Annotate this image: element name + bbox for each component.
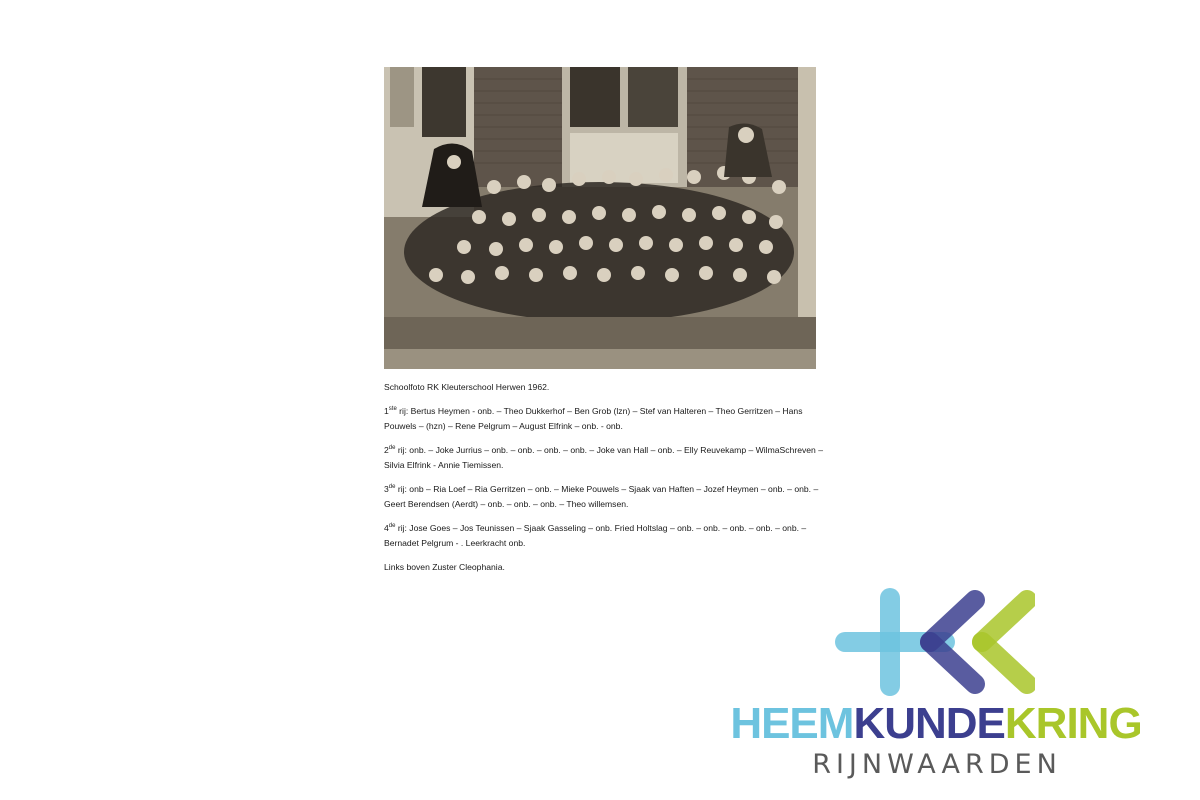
logo-wordmark: HEEMKUNDEKRING <box>730 699 1142 748</box>
caption-title: Schoolfoto RK Kleuterschool Herwen 1962. <box>384 382 550 392</box>
photo-caption <box>384 380 824 584</box>
school-photo <box>384 67 816 369</box>
caption-row-2: 2de rij: onb. – Joke Jurrius – onb. – onb. – onb. – onb. – Joke van Hall – onb. – Elly Reuvekamp – WilmaSchreven – Silvia Elfrink - Annie Tiemissen. <box>384 445 824 470</box>
heemkundekring-logo <box>720 586 1150 786</box>
caption-row-1: 1ste rij: Bertus Heymen - onb. – Theo Dukkerhof – Ben Grob (lzn) – Stef van Halteren – Theo Gerritzen – Hans Pouwels – (hzn) – Rene Pelgrum – August Elfrink – onb. - onb. <box>384 406 803 431</box>
caption-row-3: 3de rij: onb – Ria Loef – Ria Gerritzen – onb. – Mieke Pouwels – Sjaak van Haften – Jozef Heymen – onb. – onb. – Geert Berendsen (Aerdt) – onb. – onb. – onb. – Theo willemsen. <box>384 484 819 509</box>
caption-row-4: 4de rij: Jose Goes – Jos Teunissen – Sjaak Gasseling – onb. Fried Holtslag – onb. – onb. – onb. – onb. – onb. – Bernadet Pelgrum - . Leerkracht onb. <box>384 523 807 548</box>
logo-subtitle: RIJNWAARDEN <box>812 749 1062 780</box>
caption-note: Links boven Zuster Cleophania. <box>384 562 505 572</box>
logo-mark-icon <box>835 586 1035 696</box>
